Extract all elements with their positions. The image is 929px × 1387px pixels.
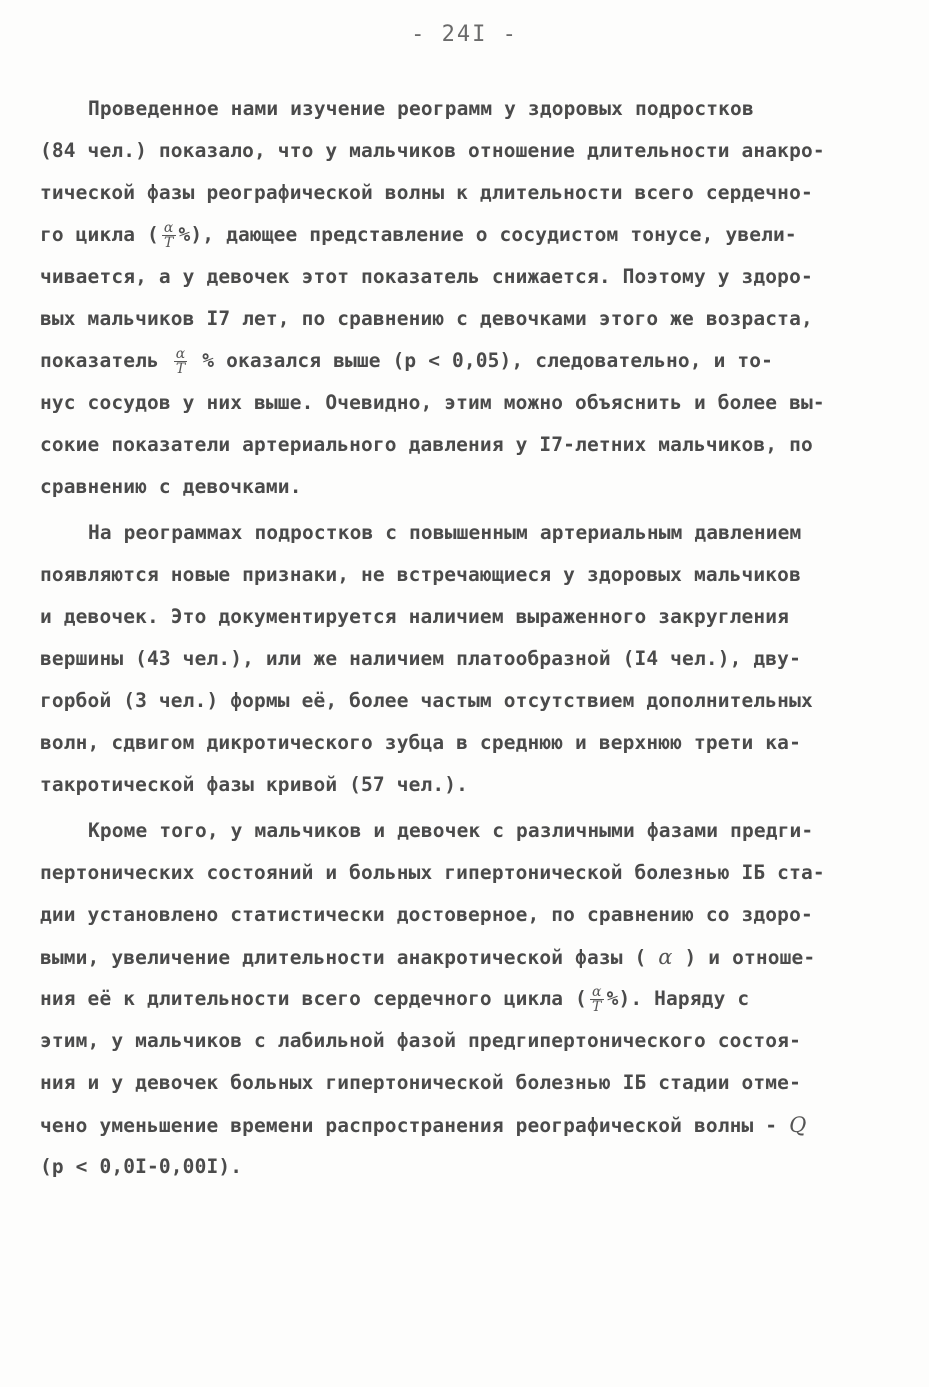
text-segment: тической фазы реографической волны к длительности всего сердечно- <box>40 181 813 204</box>
text-line <box>40 1067 892 1109</box>
text-segment: пертонических состояний и больных гипертонической болезнью IБ ста- <box>40 861 825 884</box>
text-line <box>40 517 892 559</box>
text-line <box>40 429 892 471</box>
text-segment: горбой (3 чел.) формы её, более частым отсутствием дополнительных <box>40 689 813 712</box>
fraction-denominator: T <box>175 361 186 377</box>
q-symbol: Q <box>789 1113 807 1137</box>
text-line <box>40 727 892 769</box>
text-line <box>40 93 892 135</box>
text-segment: волн, сдвигом дикротического зубца в среднюю и верхнюю трети ка- <box>40 731 801 754</box>
text-segment: дии установлено статистически достоверное, по сравнению со здоро- <box>40 903 813 926</box>
text-segment: нус сосудов у них выше. Очевидно, этим можно объяснить и более вы- <box>40 391 825 414</box>
text-segment: ния её к длительности всего сердечного цикла ( <box>40 987 587 1010</box>
text-line <box>40 601 892 643</box>
text-segment: выми, увеличение длительности анакротической фазы ( <box>40 946 659 969</box>
text-segment: (84 чел.) показало, что у мальчиков отношение длительности анакро- <box>40 139 825 162</box>
text-line <box>40 1025 892 1067</box>
text-segment: чивается, а у девочек этот показатель снижается. Поэтому у здоро- <box>40 265 813 288</box>
paragraph-3 <box>40 815 892 1193</box>
text-line <box>40 219 892 261</box>
text-line <box>40 303 892 345</box>
text-segment: %). Наряду с <box>606 987 750 1010</box>
paragraph-2 <box>40 517 892 811</box>
text-segment: сравнению с девочками. <box>40 475 302 498</box>
text-segment: Проведенное нами изучение реограмм у здоровых подростков <box>88 97 754 120</box>
text-line <box>40 261 892 303</box>
fraction-numerator: α <box>175 346 186 362</box>
paragraph-1 <box>40 93 892 513</box>
text-line <box>40 815 892 857</box>
body-text <box>40 93 892 1193</box>
text-segment: и девочек. Это документируется наличием выраженного закругления <box>40 605 790 628</box>
text-line <box>40 769 892 811</box>
text-segment: вершины (43 чел.), или же наличием платообразной (I4 чел.), дву- <box>40 647 801 670</box>
text-line <box>40 643 892 685</box>
text-segment: На реограммах подростков с повышенным артериальным давлением <box>88 521 802 544</box>
text-segment: сокие показатели артериального давления у I7-летних мальчиков, по <box>40 433 813 456</box>
text-line <box>40 135 892 177</box>
page-number: - 24I - <box>411 22 518 47</box>
text-segment: вых мальчиков I7 лет, по сравнению с девочками этого же возраста, <box>40 307 813 330</box>
text-segment: %), дающее представление о сосудистом тонусе, увели- <box>178 223 797 246</box>
text-line <box>40 899 892 941</box>
text-segment: % оказался выше (p < 0,05), следовательно, и то- <box>190 349 774 372</box>
fraction-numerator: α <box>163 220 174 236</box>
alpha-over-t-fraction <box>590 985 604 1014</box>
text-line <box>40 941 892 983</box>
fraction-denominator: T <box>163 235 174 251</box>
text-line <box>40 1151 892 1193</box>
text-line <box>40 983 892 1025</box>
text-line <box>40 345 892 387</box>
alpha-over-t-fraction <box>162 221 176 250</box>
text-segment: ния и у девочек больных гипертонической болезнью IБ стадии отме- <box>40 1071 801 1094</box>
alpha-symbol: α <box>658 945 673 969</box>
text-line <box>40 685 892 727</box>
text-segment: чено уменьшение времени распространения реографической волны - <box>40 1114 790 1137</box>
text-line <box>40 1109 892 1151</box>
text-line <box>40 177 892 219</box>
text-segment: такротической фазы кривой (57 чел.). <box>40 773 469 796</box>
text-line <box>40 471 892 513</box>
text-line <box>40 559 892 601</box>
text-segment: появляются новые признаки, не встречающиеся у здоровых мальчиков <box>40 563 801 586</box>
text-segment: показатель <box>40 349 171 372</box>
text-line <box>40 857 892 899</box>
text-segment: (p < 0,0I-0,00I). <box>40 1155 243 1178</box>
fraction-denominator: T <box>592 999 602 1015</box>
alpha-over-t-fraction <box>174 347 188 376</box>
text-segment: ) и отноше- <box>672 946 816 969</box>
text-segment: Кроме того, у мальчиков и девочек с различными фазами предги- <box>88 819 814 842</box>
text-line <box>40 387 892 429</box>
fraction-numerator: α <box>591 984 602 1000</box>
text-segment: этим, у мальчиков с лабильной фазой предгипертонического состоя- <box>40 1029 801 1052</box>
text-segment: го цикла ( <box>40 223 159 246</box>
